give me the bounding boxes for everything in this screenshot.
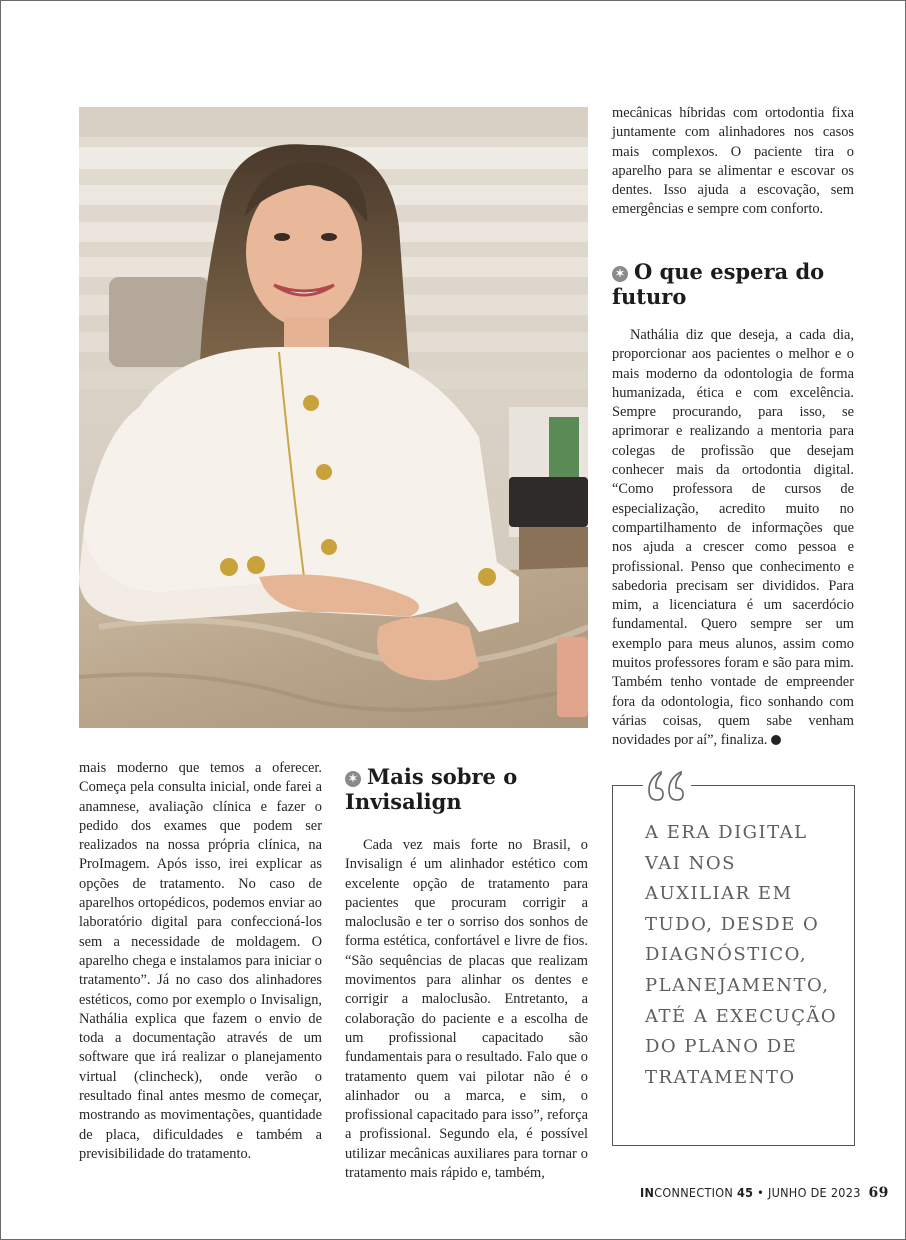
star-bullet-icon: ✶ [612, 266, 628, 282]
pull-quote-text: A ERA DIGITAL VAI NOS AUXILIAR EM TUDO, DESDE O DIAGNÓSTICO, PLANEJAMENTO, ATÉ A EXECUÇÃO DO PLANO DE TRATAMENTO [645, 822, 838, 1088]
star-bullet-icon: ✶ [345, 771, 361, 787]
brand-in: IN [640, 1185, 655, 1200]
section-title: Mais sobre o Invisalign [345, 764, 518, 814]
quote-mark-icon [643, 762, 691, 810]
section-heading-invisalign [345, 764, 595, 814]
issue-number: 45 [737, 1185, 754, 1200]
end-mark-icon [771, 735, 781, 745]
middle-column [345, 836, 588, 1183]
brand-rest: CONNECTION [654, 1185, 734, 1200]
body-paragraph: mais moderno que temos a oferecer. Começa pela consulta inicial, onde farei a anamnese, avaliação clínica e fazer o pedido dos exames que podem ser realizados na nossa própria clínica, na ProImagem. Após isso, irei explicar as opções de tratamento. No caso de aparelhos ortopédicos, podemos enviar ao laboratório digital para confeccioná-los sem a necessidade de moldagem. O aparelho chega e instalamos para iniciar o tratamento”. Já no caso dos alinhadores estéticos, como por exemplo o Invisalign, Nathália explica que fazem o envio de toda a documentação através de um software que irá realizar o planejamento virtual (clincheck), onde verão o resultado final antes mesmo de começar, mostrando as movimentações, quantidade de placa, dificuldades e também a previsibilidade do tratamento. [79, 760, 322, 1162]
body-paragraph: mecânicas híbridas com ortodontia fixa juntamente com alinhadores nos casos mais complexos. O paciente tira o aparelho para se alimentar e escovar os dentes. Isso ajuda a escovação, sem emergências e sempre com conforto. [612, 105, 854, 218]
issue-date: JUNHO DE 2023 [767, 1185, 861, 1200]
right-column-top [612, 104, 854, 220]
section-title: O que espera do futuro [612, 259, 825, 309]
page-number: 69 [868, 1185, 889, 1201]
portrait-photo [79, 107, 588, 728]
left-column [79, 759, 322, 1164]
page-footer [640, 1185, 889, 1201]
right-column-future-body [612, 326, 854, 751]
body-paragraph: Nathália diz que deseja, a cada dia, proporcionar aos pacientes o melhor e o mais moderno da odontologia de forma humanizada, ética e com excelência. Sempre procurando, para isso, se aprimorar e realizando a mentoria para colegas de profissão que desejam conhecer mais da ortodontia digital. “Como professora de cursos de especialização, acredito muito no compartilhamento de informações que nos ajuda a crescer como pessoa e profissional. Penso que conhecimento e sabedoria precisam ser divididos. Para mim, a licenciatura é um sacerdócio fundamental. Quero sempre ser um exemplo para meus alunos, assim como muitos professores foram e são para mim. Também tenho vontade de empreender fora da odontologia, fico sonhando com várias coisas, quem sabe venham novidades por aí”, finaliza. [612, 327, 854, 749]
body-paragraph: Cada vez mais forte no Brasil, o Invisalign é um alinhador estético com excelente opção de tratamento para pacientes que procuram corrigir a maloclusão e ter o sorriso dos sonhos de forma estética, confortável e livre de fios. “São sequências de placas que realizam movimentos para alinhar os dentes e corrigir a maloclusão. Entretanto, a colaboração do paciente e a escolha de um profissional capacitado são fundamentais para o resultado. Falo que o tratamento quem vai pilotar não é o alinhador ou a marca, e sim, o profissional capacitado para isso”, reforça a profissional. Segundo ela, é possível utilizar mecânicas auxiliares para tornar o tratamento mais rápido e, também, [345, 837, 588, 1182]
footer-separator: • [757, 1185, 765, 1200]
section-heading-future [612, 259, 862, 309]
